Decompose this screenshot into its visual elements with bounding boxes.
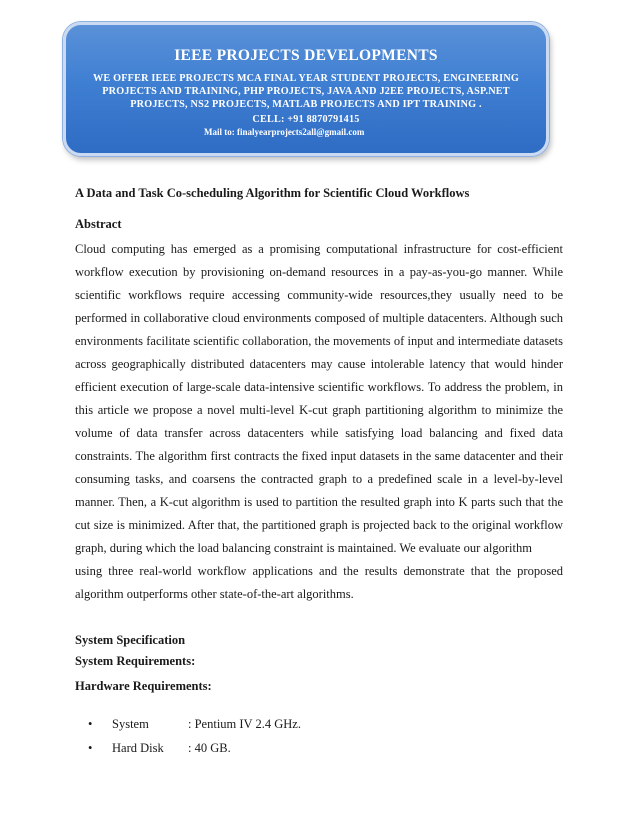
abstract-line: graph, during which the load balancing constraint is maintained. We evaluate our algorithm [75, 541, 532, 555]
abstract-line: workflow execution by provisioning on-demand resources in a pay-as-you-go manner. While [75, 265, 563, 279]
bullet-icon: • [88, 741, 93, 755]
hardware-item-value: : 40 GB. [188, 741, 231, 755]
hardware-item-label: Hard Disk [112, 741, 164, 755]
abstract-line: scientific workflows require accessing community-wide resources,they usually need to be [75, 288, 563, 302]
abstract-line: constraints. The algorithm first contracts the fixed input datasets in the same datacenter and their [75, 449, 563, 463]
hardware-requirements-heading: Hardware Requirements: [75, 679, 212, 693]
document-title: A Data and Task Co-scheduling Algorithm for Scientific Cloud Workflows [75, 186, 470, 200]
abstract-line: using three real-world workflow applications and the results demonstrate that the proposed [75, 564, 563, 578]
abstract-heading: Abstract [75, 217, 122, 231]
banner-line-2: PROJECTS AND TRAINING, PHP PROJECTS, JAVA AND J2EE PROJECTS, ASP.NET [102, 86, 510, 97]
hardware-item-label: System [112, 717, 149, 731]
abstract-line: Cloud computing has emerged as a promising computational infrastructure for cost-efficient [75, 242, 563, 256]
abstract-line: cut size is minimized. After that, the partitioned graph is projected back to the original workflow [75, 518, 563, 532]
abstract-line: manner. Then, a K-cut algorithm is used to partition the resulted graph into K parts such that the [75, 495, 563, 509]
abstract-line: environments facilitate scientific collaboration, the movements of input and intermediate datasets [75, 334, 563, 348]
bullet-icon: • [88, 717, 93, 731]
abstract-line: volume of data transfer across datacenters while satisfying load balancing and fixed data [75, 426, 563, 440]
abstract-line: efficient execution of large-scale data-intensive scientific workflows. To address the problem, in [75, 380, 563, 394]
abstract-line: algorithm outperforms other state-of-the-art algorithms. [75, 587, 354, 601]
abstract-line: across geographically distributed datacenters may cause intolerable latency that would hinder [75, 357, 563, 371]
banner-mail: Mail to: finalyearprojects2all@gmail.com [204, 127, 365, 137]
abstract-line: consuming tasks, and coarsens the contracted graph to a predefined scale in a level-by-level [75, 472, 563, 486]
system-specification-heading: System Specification [75, 633, 186, 647]
banner-cell: CELL: +91 8870791415 [252, 114, 360, 125]
banner-line-1: WE OFFER IEEE PROJECTS MCA FINAL YEAR STUDENT PROJECTS, ENGINEERING [92, 73, 520, 84]
abstract-line: performed in collaborative cloud environments composed of multiple datacenters. Although such [75, 311, 563, 325]
system-requirements-heading: System Requirements: [75, 654, 196, 668]
header-banner [63, 22, 549, 156]
abstract-line: this article we propose a novel multi-level K-cut graph partitioning algorithm to minimize the [75, 403, 563, 417]
hardware-item-value: : Pentium IV 2.4 GHz. [188, 717, 301, 731]
banner-title: IEEE PROJECTS DEVELOPMENTS [174, 47, 438, 64]
banner-line-3: PROJECTS, NS2 PROJECTS, MATLAB PROJECTS AND IPT TRAINING . [130, 99, 482, 110]
